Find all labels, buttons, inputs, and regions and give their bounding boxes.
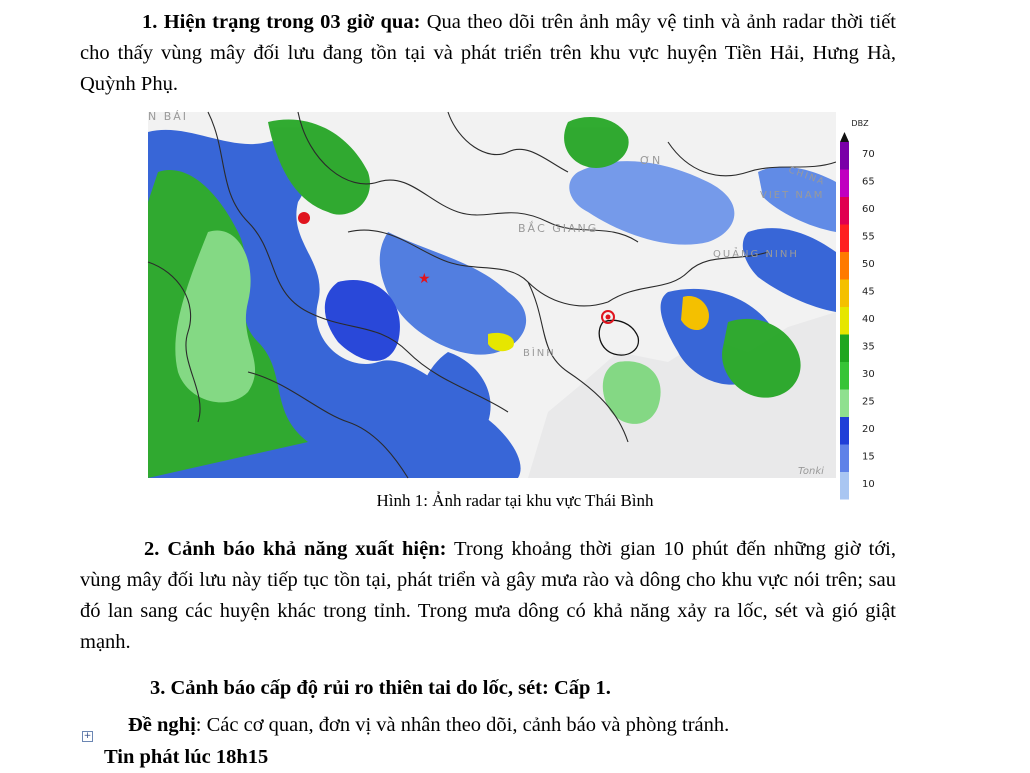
legend-color-swatch [840,142,849,170]
map-label-lao-cai: N BÁI [148,110,189,123]
legend-value-label: 60 [862,204,875,215]
map-label-bac-giang: BẮC GIANG [518,222,599,235]
issued-time-text: Tin phát lúc 18h15 [104,746,269,768]
legend-value-label: 55 [862,231,875,243]
legend-value-label: 20 [862,424,875,435]
legend-value-label: 65 [862,176,875,188]
section-2-text: Trong khoảng thời gian 10 phút đến những giờ tới, vùng mây đối lưu này tiếp tục tồn tại, phát triển và gây mưa rào và dông cho khu vực nói trên; sau đó lan sang các huyện khác trong tỉnh. Trong mưa dông có khả năng xảy ra lốc, sét và gió giật mạnh. [80,538,896,653]
legend-unit: DBZ [851,119,869,128]
radar-legend [836,112,886,490]
legend-value-label: 10 [862,479,875,490]
issued-time [104,742,504,773]
map-label-lang-son: ƠN [640,154,663,167]
svg-text:★: ★ [418,271,431,287]
recommendation-paragraph [128,710,888,741]
section-1-text: Qua theo dõi trên ảnh mây vệ tinh và ảnh radar thời tiết cho thấy vùng mây đối lưu đang tồn tại và phát triển trên khu vực huyện Tiền Hải, Hưng Hà, Quỳnh Phụ. [80,11,896,95]
legend-value-label: 35 [862,341,875,353]
radar-map-image [148,112,836,478]
recommendation-text: : Các cơ quan, đơn vị và nhân theo dõi, cảnh báo và phòng tránh. [195,714,730,736]
legend-value-label: 30 [862,369,875,380]
legend-color-swatch [840,417,849,445]
legend-value-label: 45 [862,286,875,298]
figure-caption: Hình 1: Ảnh radar tại khu vực Thái Bình [376,491,654,510]
legend-color-swatch [840,280,849,308]
legend-color-swatch [840,445,849,473]
table-move-handle-icon[interactable]: + [83,731,92,741]
map-label-ninh-binh: BÌNH [523,348,556,359]
legend-color-swatch [840,335,849,363]
legend-color-swatch [840,170,849,198]
legend-value-label: 40 [862,314,875,325]
legend-value-label: 70 [862,149,875,160]
section-3-heading: 3. Cảnh báo cấp độ rủi ro thiên tai do lốc, sét: Cấp 1. [150,677,611,699]
legend-value-label: 15 [862,451,875,463]
legend-value-label: 25 [862,396,875,408]
map-label-viet-nam: VIET NAM [760,190,825,201]
map-label-china: CHINA [786,165,827,189]
section-1-heading: 1. Hiện trạng trong 03 giờ qua: [142,11,421,33]
legend-top-arrow [840,132,849,142]
section-3-paragraph [150,673,890,704]
recommendation-heading: Đề nghị [128,714,196,736]
section-2-heading: 2. Cảnh báo khả năng xuất hiện: [144,538,447,560]
legend-color-swatch [840,197,849,225]
legend-value-label: 50 [862,259,875,270]
legend-color-swatch [840,362,849,390]
legend-color-swatch [840,390,849,418]
map-label-quang-ninh: QUẢNG NINH [713,249,799,260]
legend-color-swatch [840,307,849,335]
section-1-paragraph [80,7,896,100]
legend-color-swatch [840,252,849,280]
legend-color-swatch [840,225,849,253]
section-2-paragraph [80,534,896,658]
map-label-gulf: Tonki [798,466,824,477]
